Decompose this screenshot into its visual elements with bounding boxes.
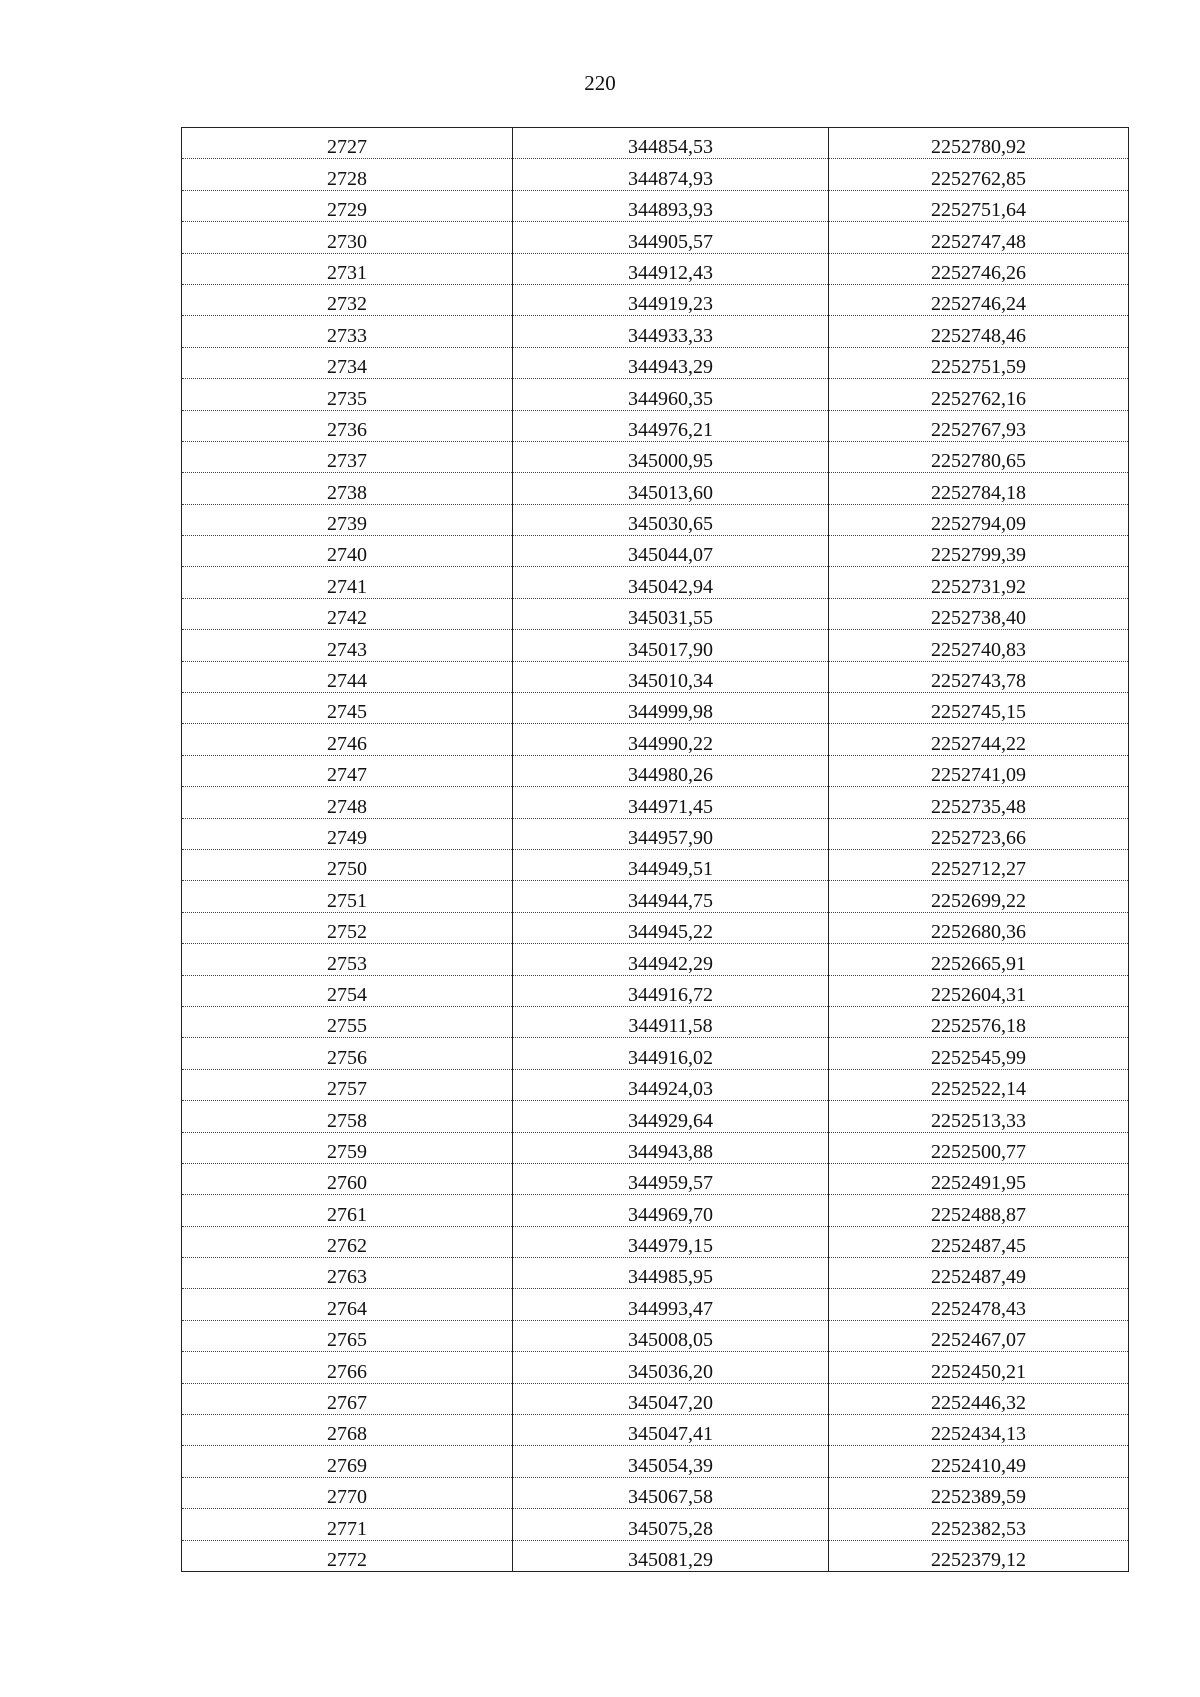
x-coordinate-cell: 344943,88 xyxy=(513,1132,829,1163)
point-number-cell: 2772 xyxy=(182,1540,513,1571)
table-row xyxy=(182,284,1129,315)
x-coordinate-cell: 345081,29 xyxy=(513,1540,829,1571)
table-row xyxy=(182,347,1129,378)
y-coordinate-cell: 2252780,65 xyxy=(829,441,1129,472)
table-row xyxy=(182,1540,1129,1571)
x-coordinate-cell: 344945,22 xyxy=(513,912,829,943)
y-coordinate-cell: 2252410,49 xyxy=(829,1446,1129,1477)
y-coordinate-cell: 2252731,92 xyxy=(829,567,1129,598)
x-coordinate-cell: 345008,05 xyxy=(513,1320,829,1351)
point-number-cell: 2768 xyxy=(182,1415,513,1446)
x-coordinate-cell: 344929,64 xyxy=(513,1101,829,1132)
table-row xyxy=(182,661,1129,692)
y-coordinate-cell: 2252488,87 xyxy=(829,1195,1129,1226)
y-coordinate-cell: 2252450,21 xyxy=(829,1352,1129,1383)
point-number-cell: 2741 xyxy=(182,567,513,598)
x-coordinate-cell: 344943,29 xyxy=(513,347,829,378)
point-number-cell: 2747 xyxy=(182,755,513,786)
x-coordinate-cell: 345054,39 xyxy=(513,1446,829,1477)
x-coordinate-cell: 344912,43 xyxy=(513,253,829,284)
y-coordinate-cell: 2252576,18 xyxy=(829,1006,1129,1037)
point-number-cell: 2771 xyxy=(182,1509,513,1540)
point-number-cell: 2754 xyxy=(182,975,513,1006)
x-coordinate-cell: 344969,70 xyxy=(513,1195,829,1226)
x-coordinate-cell: 345047,20 xyxy=(513,1383,829,1414)
y-coordinate-cell: 2252744,22 xyxy=(829,724,1129,755)
y-coordinate-cell: 2252799,39 xyxy=(829,536,1129,567)
y-coordinate-cell: 2252680,36 xyxy=(829,912,1129,943)
y-coordinate-cell: 2252487,45 xyxy=(829,1226,1129,1257)
point-number-cell: 2762 xyxy=(182,1226,513,1257)
point-number-cell: 2746 xyxy=(182,724,513,755)
y-coordinate-cell: 2252746,26 xyxy=(829,253,1129,284)
table-row xyxy=(182,1477,1129,1508)
y-coordinate-cell: 2252747,48 xyxy=(829,222,1129,253)
point-number-cell: 2732 xyxy=(182,284,513,315)
table-row xyxy=(182,1006,1129,1037)
x-coordinate-cell: 344985,95 xyxy=(513,1258,829,1289)
table-row xyxy=(182,912,1129,943)
y-coordinate-cell: 2252712,27 xyxy=(829,849,1129,880)
y-coordinate-cell: 2252379,12 xyxy=(829,1540,1129,1571)
y-coordinate-cell: 2252748,46 xyxy=(829,316,1129,347)
y-coordinate-cell: 2252735,48 xyxy=(829,787,1129,818)
y-coordinate-cell: 2252487,49 xyxy=(829,1258,1129,1289)
x-coordinate-cell: 344874,93 xyxy=(513,159,829,190)
y-coordinate-cell: 2252738,40 xyxy=(829,598,1129,629)
point-number-cell: 2750 xyxy=(182,849,513,880)
y-coordinate-cell: 2252762,85 xyxy=(829,159,1129,190)
table-row xyxy=(182,755,1129,786)
y-coordinate-cell: 2252478,43 xyxy=(829,1289,1129,1320)
x-coordinate-cell: 344905,57 xyxy=(513,222,829,253)
point-number-cell: 2743 xyxy=(182,630,513,661)
table-row xyxy=(182,1446,1129,1477)
y-coordinate-cell: 2252780,92 xyxy=(829,128,1129,159)
y-coordinate-cell: 2252784,18 xyxy=(829,473,1129,504)
x-coordinate-cell: 344960,35 xyxy=(513,379,829,410)
x-coordinate-cell: 344911,58 xyxy=(513,1006,829,1037)
coordinates-table xyxy=(181,127,1129,1572)
point-number-cell: 2765 xyxy=(182,1320,513,1351)
point-number-cell: 2729 xyxy=(182,190,513,221)
y-coordinate-cell: 2252743,78 xyxy=(829,661,1129,692)
table-row xyxy=(182,1258,1129,1289)
x-coordinate-cell: 345075,28 xyxy=(513,1509,829,1540)
table-row xyxy=(182,1226,1129,1257)
point-number-cell: 2757 xyxy=(182,1069,513,1100)
table-row xyxy=(182,1132,1129,1163)
x-coordinate-cell: 344971,45 xyxy=(513,787,829,818)
y-coordinate-cell: 2252746,24 xyxy=(829,284,1129,315)
x-coordinate-cell: 344980,26 xyxy=(513,755,829,786)
point-number-cell: 2740 xyxy=(182,536,513,567)
x-coordinate-cell: 345047,41 xyxy=(513,1415,829,1446)
point-number-cell: 2766 xyxy=(182,1352,513,1383)
x-coordinate-cell: 344893,93 xyxy=(513,190,829,221)
x-coordinate-cell: 344933,33 xyxy=(513,316,829,347)
point-number-cell: 2758 xyxy=(182,1101,513,1132)
table-row xyxy=(182,1195,1129,1226)
x-coordinate-cell: 345013,60 xyxy=(513,473,829,504)
point-number-cell: 2764 xyxy=(182,1289,513,1320)
x-coordinate-cell: 345044,07 xyxy=(513,536,829,567)
x-coordinate-cell: 345067,58 xyxy=(513,1477,829,1508)
table-row xyxy=(182,159,1129,190)
table-row xyxy=(182,693,1129,724)
table-row xyxy=(182,379,1129,410)
y-coordinate-cell: 2252723,66 xyxy=(829,818,1129,849)
point-number-cell: 2738 xyxy=(182,473,513,504)
y-coordinate-cell: 2252522,14 xyxy=(829,1069,1129,1100)
table-row xyxy=(182,1069,1129,1100)
table-row xyxy=(182,536,1129,567)
y-coordinate-cell: 2252665,91 xyxy=(829,944,1129,975)
point-number-cell: 2770 xyxy=(182,1477,513,1508)
point-number-cell: 2756 xyxy=(182,1038,513,1069)
point-number-cell: 2728 xyxy=(182,159,513,190)
y-coordinate-cell: 2252389,59 xyxy=(829,1477,1129,1508)
x-coordinate-cell: 344949,51 xyxy=(513,849,829,880)
table-row xyxy=(182,1415,1129,1446)
table-row xyxy=(182,881,1129,912)
point-number-cell: 2755 xyxy=(182,1006,513,1037)
y-coordinate-cell: 2252467,07 xyxy=(829,1320,1129,1351)
table-row xyxy=(182,1289,1129,1320)
point-number-cell: 2727 xyxy=(182,128,513,159)
y-coordinate-cell: 2252382,53 xyxy=(829,1509,1129,1540)
point-number-cell: 2734 xyxy=(182,347,513,378)
y-coordinate-cell: 2252762,16 xyxy=(829,379,1129,410)
point-number-cell: 2763 xyxy=(182,1258,513,1289)
y-coordinate-cell: 2252604,31 xyxy=(829,975,1129,1006)
table-row xyxy=(182,253,1129,284)
x-coordinate-cell: 344916,02 xyxy=(513,1038,829,1069)
point-number-cell: 2744 xyxy=(182,661,513,692)
table-row xyxy=(182,222,1129,253)
table-row xyxy=(182,1163,1129,1194)
y-coordinate-cell: 2252513,33 xyxy=(829,1101,1129,1132)
point-number-cell: 2748 xyxy=(182,787,513,818)
y-coordinate-cell: 2252699,22 xyxy=(829,881,1129,912)
x-coordinate-cell: 345010,34 xyxy=(513,661,829,692)
table-row xyxy=(182,504,1129,535)
x-coordinate-cell: 344999,98 xyxy=(513,693,829,724)
x-coordinate-cell: 344854,53 xyxy=(513,128,829,159)
table-row xyxy=(182,787,1129,818)
point-number-cell: 2749 xyxy=(182,818,513,849)
y-coordinate-cell: 2252740,83 xyxy=(829,630,1129,661)
point-number-cell: 2739 xyxy=(182,504,513,535)
x-coordinate-cell: 344957,90 xyxy=(513,818,829,849)
y-coordinate-cell: 2252745,15 xyxy=(829,693,1129,724)
table-row xyxy=(182,1101,1129,1132)
coordinates-table-body xyxy=(182,128,1129,1572)
x-coordinate-cell: 345042,94 xyxy=(513,567,829,598)
table-row xyxy=(182,849,1129,880)
table-row xyxy=(182,190,1129,221)
table-row xyxy=(182,818,1129,849)
table-row xyxy=(182,1352,1129,1383)
y-coordinate-cell: 2252751,59 xyxy=(829,347,1129,378)
x-coordinate-cell: 344979,15 xyxy=(513,1226,829,1257)
table-row xyxy=(182,567,1129,598)
y-coordinate-cell: 2252751,64 xyxy=(829,190,1129,221)
point-number-cell: 2769 xyxy=(182,1446,513,1477)
x-coordinate-cell: 345000,95 xyxy=(513,441,829,472)
table-row xyxy=(182,1320,1129,1351)
table-row xyxy=(182,473,1129,504)
x-coordinate-cell: 344944,75 xyxy=(513,881,829,912)
point-number-cell: 2759 xyxy=(182,1132,513,1163)
point-number-cell: 2731 xyxy=(182,253,513,284)
table-row xyxy=(182,975,1129,1006)
y-coordinate-cell: 2252545,99 xyxy=(829,1038,1129,1069)
point-number-cell: 2742 xyxy=(182,598,513,629)
point-number-cell: 2745 xyxy=(182,693,513,724)
point-number-cell: 2733 xyxy=(182,316,513,347)
x-coordinate-cell: 344976,21 xyxy=(513,410,829,441)
x-coordinate-cell: 344916,72 xyxy=(513,975,829,1006)
table-row xyxy=(182,128,1129,159)
table-row xyxy=(182,1383,1129,1414)
table-row xyxy=(182,630,1129,661)
point-number-cell: 2761 xyxy=(182,1195,513,1226)
x-coordinate-cell: 344993,47 xyxy=(513,1289,829,1320)
table-row xyxy=(182,316,1129,347)
y-coordinate-cell: 2252741,09 xyxy=(829,755,1129,786)
x-coordinate-cell: 344924,03 xyxy=(513,1069,829,1100)
point-number-cell: 2752 xyxy=(182,912,513,943)
x-coordinate-cell: 345030,65 xyxy=(513,504,829,535)
point-number-cell: 2767 xyxy=(182,1383,513,1414)
y-coordinate-cell: 2252446,32 xyxy=(829,1383,1129,1414)
table-row xyxy=(182,944,1129,975)
point-number-cell: 2751 xyxy=(182,881,513,912)
x-coordinate-cell: 344919,23 xyxy=(513,284,829,315)
x-coordinate-cell: 344990,22 xyxy=(513,724,829,755)
y-coordinate-cell: 2252434,13 xyxy=(829,1415,1129,1446)
x-coordinate-cell: 345017,90 xyxy=(513,630,829,661)
x-coordinate-cell: 345031,55 xyxy=(513,598,829,629)
y-coordinate-cell: 2252491,95 xyxy=(829,1163,1129,1194)
point-number-cell: 2737 xyxy=(182,441,513,472)
table-row xyxy=(182,598,1129,629)
x-coordinate-cell: 344959,57 xyxy=(513,1163,829,1194)
point-number-cell: 2760 xyxy=(182,1163,513,1194)
point-number-cell: 2735 xyxy=(182,379,513,410)
y-coordinate-cell: 2252500,77 xyxy=(829,1132,1129,1163)
y-coordinate-cell: 2252767,93 xyxy=(829,410,1129,441)
point-number-cell: 2753 xyxy=(182,944,513,975)
table-row xyxy=(182,410,1129,441)
x-coordinate-cell: 344942,29 xyxy=(513,944,829,975)
table-row xyxy=(182,724,1129,755)
point-number-cell: 2730 xyxy=(182,222,513,253)
point-number-cell: 2736 xyxy=(182,410,513,441)
x-coordinate-cell: 345036,20 xyxy=(513,1352,829,1383)
table-row xyxy=(182,1509,1129,1540)
y-coordinate-cell: 2252794,09 xyxy=(829,504,1129,535)
table-row xyxy=(182,441,1129,472)
page-number: 220 xyxy=(584,71,616,95)
table-row xyxy=(182,1038,1129,1069)
